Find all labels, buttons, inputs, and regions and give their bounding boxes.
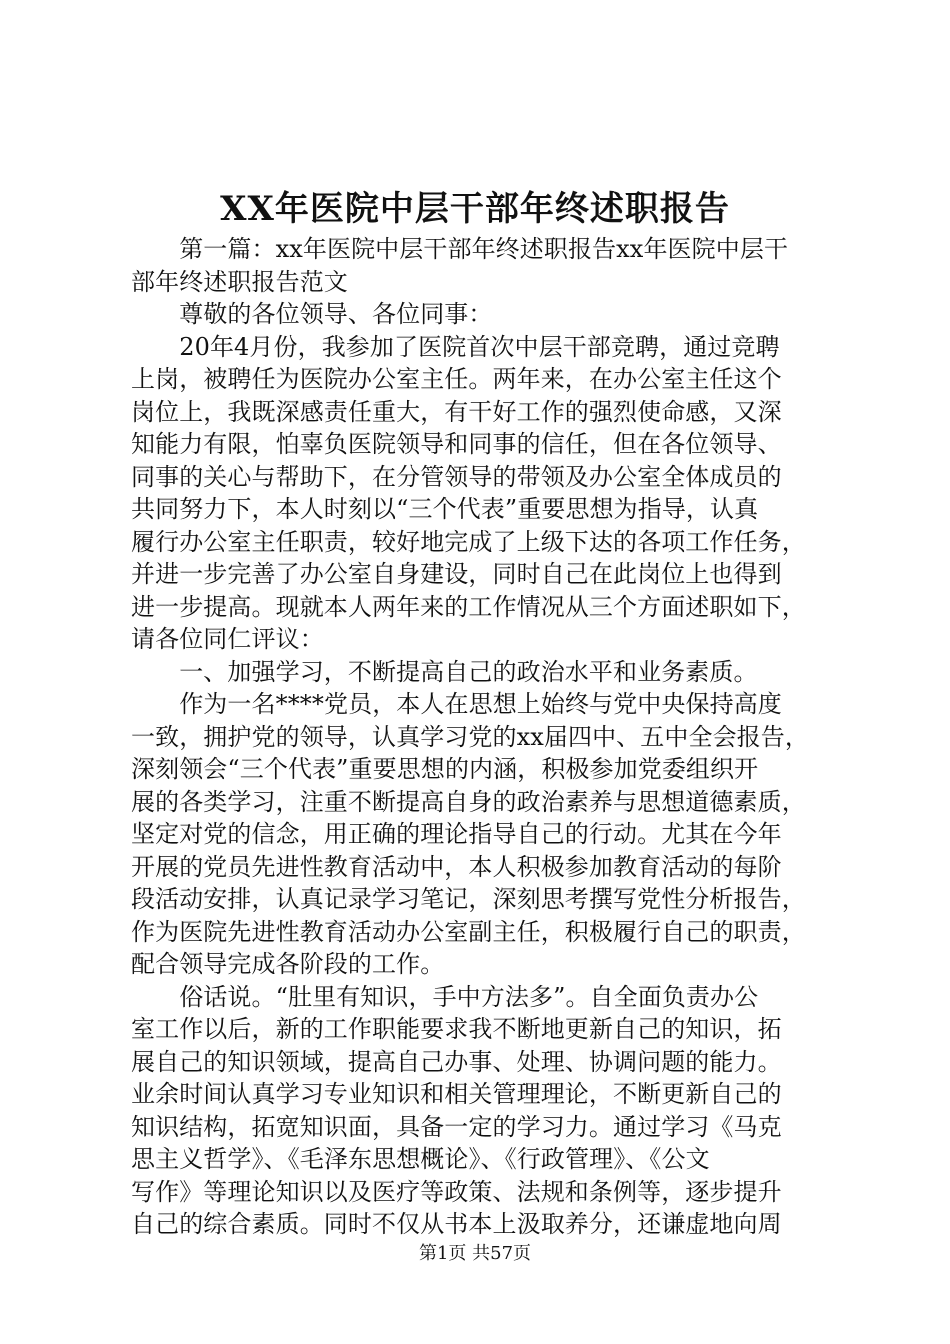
body-line: 一致，拥护党的领导，认真学习党的xx届四中、五中全会报告， (131, 722, 809, 751)
body-line: 配合领导完成各阶段的工作。 (131, 950, 445, 978)
document-title: XX年医院中层干部年终述职报告 (220, 189, 730, 229)
body-line: 部年终述职报告范文 (131, 267, 348, 296)
body-line: 写作》等理论知识以及医疗等政策、法规和条例等，逐步提升 (131, 1177, 782, 1206)
body-line: 思主义哲学》、《毛泽东思想概论》、《行政管理》、《公文 (131, 1145, 710, 1173)
body-line: 一、加强学习，不断提高自己的政治水平和业务素质。 (131, 657, 758, 686)
body-line: 业余时间认真学习专业知识和相关管理理论，不断更新自己的 (131, 1080, 782, 1108)
body-line: 段活动安排，认真记录学习笔记，深刻思考撰写党性分析报告， (131, 885, 806, 913)
body-line: 请各位同仁评议： (131, 625, 324, 653)
body-line: 尊敬的各位领导、各位同事： (131, 300, 493, 328)
document-body (131, 233, 831, 1241)
body-line: 室工作以后，新的工作职能要求我不断地更新自己的知识，拓 (131, 1015, 782, 1043)
body-line: 进一步提高。现就本人两年来的工作情况从三个方面述职如下， (131, 592, 806, 621)
body-line: 共同努力下，本人时刻以“三个代表”重要思想为指导，认真 (131, 495, 759, 523)
body-line: 坚定对党的信念，用正确的理论指导自己的行动。尤其在今年 (131, 820, 782, 848)
body-line: 作为医院先进性教育活动办公室副主任，积极履行自己的职责， (131, 917, 806, 946)
body-line: 作为一名****党员，本人在思想上始终与党中央保持高度 (131, 690, 782, 718)
body-line: 知能力有限，怕辜负医院领导和同事的信任，但在各位领导、 (131, 430, 782, 458)
body-line: 自己的综合素质。同时不仅从书本上汲取养分，还谦虚地向周 (131, 1210, 782, 1238)
body-line: 上岗，被聘任为医院办公室主任。两年来，在办公室主任这个 (131, 365, 782, 393)
body-line: 同事的关心与帮助下，在分管领导的带领及办公室全体成员的 (131, 462, 782, 491)
body-line: 深刻领会“三个代表”重要思想的内涵，积极参加党委组织开 (131, 755, 759, 783)
body-line: 开展的党员先进性教育活动中，本人积极参加教育活动的每阶 (131, 852, 782, 881)
body-line: 知识结构，拓宽知识面，具备一定的学习力。通过学习《马克 (131, 1112, 782, 1141)
body-line: 履行办公室主任职责，较好地完成了上级下达的各项工作任务， (131, 527, 806, 556)
body-line: 俗话说。“肚里有知识，手中方法多”。自全面负责办公 (131, 982, 759, 1011)
body-line: 岗位上，我既深感责任重大，有干好工作的强烈使命感，又深 (131, 397, 782, 426)
page-footer: 第1页 共57页 (418, 1243, 532, 1264)
body-line: 展的各类学习，注重不断提高自身的政治素养与思想道德素质， (131, 787, 806, 816)
body-line: 并进一步完善了办公室自身建设，同时自己在此岗位上也得到 (131, 560, 782, 588)
body-line: 展自己的知识领域，提高自己办事、处理、协调问题的能力。 (131, 1047, 782, 1076)
body-line: 20年4月份，我参加了医院首次中层干部竞聘，通过竞聘 (131, 332, 780, 361)
body-line: 第一篇：xx年医院中层干部年终述职报告xx年医院中层干 (131, 235, 789, 263)
